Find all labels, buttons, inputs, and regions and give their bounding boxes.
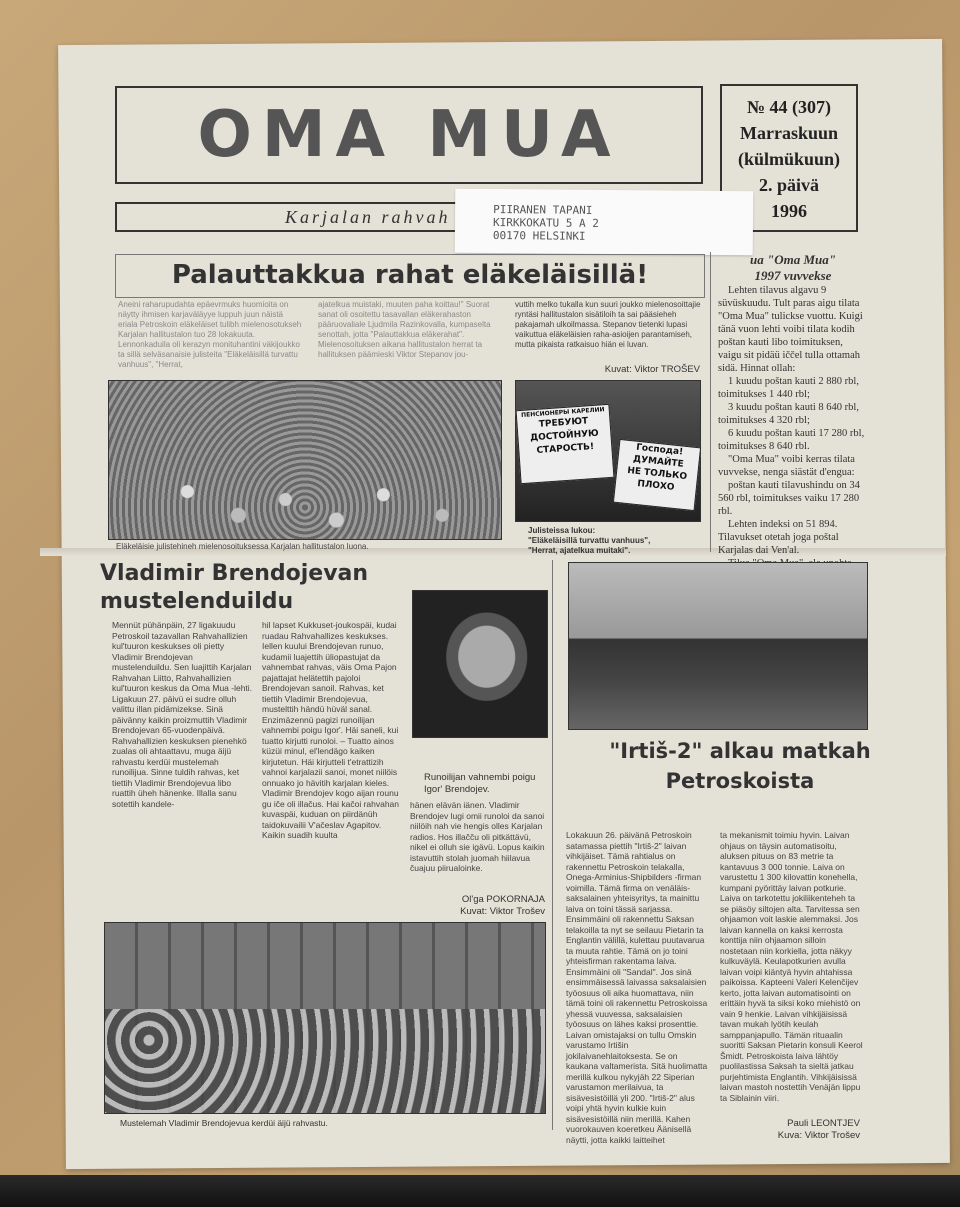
memorial-hall-caption: Mustelemah Vladimir Brendojevua kerdüi äijü rahvastu. [120,1118,328,1128]
protest-caption-line-2: "Eläkeläisillä turvattu vanhuus", [528,536,651,545]
protest-caption-line-1: Julisteissa lukou: [528,526,596,535]
article1-col3: vuttih melko tukalla kun suuri joukko mielenosoittajie ryntäsi hallitustalon sisätiloih ta sai pääsieheh pakajamah ulkoilmassa. Stepanov tietenki lupasi vaikuttua eläkeläisien raha-asioijen parantamiseh, mutta pikaista ratkaisuo hiän ei luvan. [515,300,701,349]
address-line-3: 00170 HELSINKI [492,229,586,243]
article3-credit: Kuva: Viktor Trošev [777,1130,860,1141]
subscription-heading-2: 1997 vuvvekse [754,268,832,283]
ship-photo [568,562,868,730]
article3-headline [560,736,920,796]
protest-sign-1 [516,404,615,484]
article1-photo-credit: Kuvat: Viktor TROŠEV [604,364,700,375]
audience [105,1009,545,1114]
masthead-subtitle: Karjalan rahvah [115,202,703,232]
address-label [455,189,754,256]
issue-year: 1996 [771,201,807,221]
subscription-heading-1: ua "Oma Mua" [750,252,836,267]
article3-byline: Pauli LEONTJEV [787,1118,860,1129]
issue-number: № 44 (307) [746,97,832,117]
address-line-2: KIRKKOKATU 5 A 2 [492,216,600,230]
article2-col2: hil lapset Kukkuset-joukospäi, kudai ruadau Rahvahallizes keskukses. Iellen kuului Brendojevan runuo, kudamii luajettih üliopastujat da vahnembat rahvas, väis Oma Pajon pajattajat helätettih pajoloi Brendojevan sanoil. Rahvas, ket tiettih Vladimir Brendojevua, mustelttih händü hüväl sanal. Enzimäzennü pagizi runoilijan vahnembi poigu Igor'. Häi saneli, kui tuatto kirjutti runoloi. – Tuatto ainos küzüi minul, el'lendägo kaiken kirjutetun. Häi kirjutteli t'etrattizih vahnoi karjalazii sanoi, monet niilöis onnuako jo hävitih karjalan kieles. Vladimir Brendojev kogo aijan rounu gu iče oli illačus. Hai kačoi rahvahan kuvaspäi, kuduan on piirdänüh taidokuvailii V'ačeslav Agapitov. Kaikin suadih kuulta [262,620,400,840]
article3-col2: ta mekanismit toimiu hyvin. Laivan ohjaus on täysin automatisoitu, aluksen pituus on 83 metrie ta kantavuus 3 000 tonnie. Laiva on varustettu 1 300 kilovattin konehella, kumpani pyörittäy laivan potkurie. Laiva on tarkotettu jokiliikenteheh ta se piäsöy siltojen alta. Tarvitessa sen ohjaamon voit laskie alemmaksi. Jos laivan kannella on kaksi kerrosta konttija niin ohjaamon silloin nostetaan niin korkiella, jotta näkyy kulkuväylä. Keulapotkurien avulla laivan voipi kiäntyä hyvin ahtahissa paikoissa. Kapteeni Valeri Kelenčijev kerto, jotta laivan automatisointi on erittäin hyvä ta siksi koko miehistö on vain 9 henkie. Laivan vihkijäisissä tavan mukah lyötih keulah samppanjapullo. Tämän rituaalin suoritti Saksan Pietarin konsuli Keerol Šmidt. Petroskoista laiva lähtöy puolilastissa Saksah ta sieltä jatkau purjehtimista Englantih. Vihkijäisissä laivan mastoh nostettih Venäjän lippu ta Siblainin viiri. [720,830,863,1103]
article3-headline-line-2: Petroskoista [665,769,815,793]
article2-headline-line-2: mustelenduildu [100,589,294,614]
issue-month-alt: (külmükuun) [737,149,841,169]
column-separator-2 [552,560,553,1130]
sign2-line-2: ДУМАЙТЕ [632,454,685,470]
address-line-1: PIIRANEN TAPANI [493,203,593,217]
article2-byline: Ol'ga POKORNAJA [461,894,545,905]
subscription-p6: poštan kauti tilavushindu on 34 560 rbl, toimitukses vaiku 17 280 rbl. [718,480,860,517]
subscription-p1: Lehten tilavus algavu 9 süvüskuudu. Tult paras aigu tilata "Oma Mua" tulickse vuottu. Kuigi tänä vuon lehti voibi tilata kodih poštan kauti libo toimituksen, vaigu sit pidäü iččel tulla ottamah sidä. Hinnat ollah: [718,285,863,374]
sign2-line-3: НЕ ТОЛЬКО [626,465,688,483]
column-separator [710,252,711,552]
subscription-p7: Lehten indeksi on 51 894. Tilavukset otetah joga poštal Karjalas dai Ven'al. [718,519,839,556]
issue-month: Marraskuun [739,123,838,143]
portrait-caption [424,772,554,796]
newspaper-title: OMA MUA [197,98,621,172]
subscription-p4: 6 kuudu poštan kauti 17 280 rbl, toimitukses 8 640 rbl. [718,428,865,452]
sign2-line-4: ПЛОХО [636,479,675,493]
sign1-line-1: ПЕНСИОНЕРЫ КАРЕЛИИ [520,406,605,419]
subscription-p5: "Oma Mua" voibi kerras tilata vuvvekse, nenga siästät d'engua: [718,454,855,478]
portrait-caption-line-2: Igor' Brendojev. [424,784,490,795]
memorial-hall-photo [104,922,546,1114]
protest-signs-photo [515,380,701,522]
portrait-caption-line-1: Runoilijan vahnembi poigu [424,772,536,783]
article2-col1: Mennüt pühänpäin, 27 ligakuudu Petroskoil tazavallan Rahvahallizien kul'tuuron keskukses oli pietty Vladimir Brendojevan mustelenduildu. Sen luajittih Karjalan Rahvahan Liitto, Rahvahallizien kul'tuuron keskus da Oma Mua -lehti. Ligakuun 27. päivü ei sudre olluh valittu illan pidämizekse. Sinä päivänny kaikin proizmuttih Vladimir Brendojevan 65-vuodenpäivä. Rahvahallizien keskuksen pienehkö zualas oli ahtaattavu, muga äijü rahvastu kerdüi mustelemah runoilijua. Sinne tuldih rahvas, ket tiettih Vladimir Brendojevua libo ruattih üheh hänenke. Illalla sanu sotettih kandele- [112,620,253,809]
protest-sign-2 [613,439,701,511]
sign1-line-2: ТРЕБУЮТ [538,416,589,430]
subscription-p3: 3 kuudu poštan kauti 8 640 rbl, toimitukses 4 320 rbl; [718,402,859,426]
article3-headline-line-1: "Irtiš-2" alkau matkah [609,739,871,763]
masthead [115,86,703,184]
crowd-photo [108,380,502,540]
sign1-line-4: СТАРОСТЬ! [536,441,595,456]
article1-col2: ajatelkua muistaki, muuten paha koittau!" Suorat sanat oli osoitettu tasavallan eläkerahaston pääruovaliale Ljudmila Razinkovalla, kumpaselta senottah, jotta "Palauttakkua eläkerahat". Mielenosoituksen aikana hallitustalon herrat ta hallituksen päämieski Viktor Stepanov jou- [318,300,491,359]
subscription-p2: 1 kuudu poštan kauti 2 880 rbl, toimitukses 1 440 rbl; [718,376,859,400]
protest-caption-line-3: "Herrat, ajatelkua muitaki". [528,546,631,555]
sign2-line-1: Господа! [635,442,684,458]
article2-col3: hänen elävän iänen. Vladimir Brendojev lugi omii runoloi da sanoi niilöih nah vie hengis olles Karjalan radios. Hos illačču oli pitkättävü, nikel ei olluh sie igävü. Lopus kaikin istavuttih stolah juomah hiilavua čuajuu piirualoinke. [410,800,545,873]
table-edge [0,1175,960,1207]
protest-photo-caption [528,526,708,556]
subscription-column [718,252,868,583]
article2-credit: Kuvat: Viktor Trošev [460,906,545,917]
crowd-photo-caption: Eläkeläisie julistehineh mielenosoituksessa Karjalan hallitustalon luona. [116,542,369,551]
article3-col1: Lokakuun 26. päivänä Petroskoin satamassa piettih "Irtiš-2" laivan vihkijäiset. Tämä rahtialus on rakennettu Petroskoin telakalla, Onega-Arminius-Shipbilders -firman voimilla. Tämä firma on venäläis-saksalainen yhteisyritys, ta mainittu laiva on toini tässä sarjassa. Ensimmäini oli rakennettu Saksan telakoilla ta nyt se seilauu Pietarin ta Englantin välillä, kulettau puutavarua ta muuta rahtie. Tämä on jo toini yhteisfirman rakentama laiva. Ensimmäini oli "Sandal". Jos sinä ensimmäisessä laivassa saksalaisien työosuus oli aika huomattava, niin tämä toini oli rakennettu Petroskoissa yhessä vuuvessa, saksalaisien työosuus on lähes kaksi prosenttie. Laivan omistajaksi on tullu Omskin varustamo Irtišin jokilaivanehlaitoksesta. Se on kaukana valtamerista. Sitä huolimatta merillä kulkou nykyjäh 22 Siperian varustamon merilaivua, ta sisävesistöillä yli 200. "Irtiš-2" alus voipi yhtä hyvin kulkie kuin sisävesistöillä niin merillä. Kahen vuorokauven koeretkeu Äänisellä näytti, jotta kaikki laitteihet [566,830,708,1145]
article1-col1: Aneini raharupudahta epäevrmuks huomioita on näytty ihmisen karjaväläyye luppuh juun näistä eriala Petroskoin eläkeläiset tulibh mielenosotukseh Karjalan hallitustalon tuo 28 lokakuuta. Lennonkaduila oli kerazyn monituhantini väkijoukko ta sillä selväsanaisie julisteita "Eläkeläisillä turvattu vanhuus", "Herrat, [118,300,302,369]
issue-day: 2. päivä [758,175,819,195]
article2-headline-line-1: Vladimir Brendojevan [100,561,369,586]
sign1-line-3: ДОСТОЙНУЮ [529,428,600,444]
portrait-photo [412,590,548,738]
article1-headline: Palauttakkua rahat eläkeläisillä! [115,254,705,298]
